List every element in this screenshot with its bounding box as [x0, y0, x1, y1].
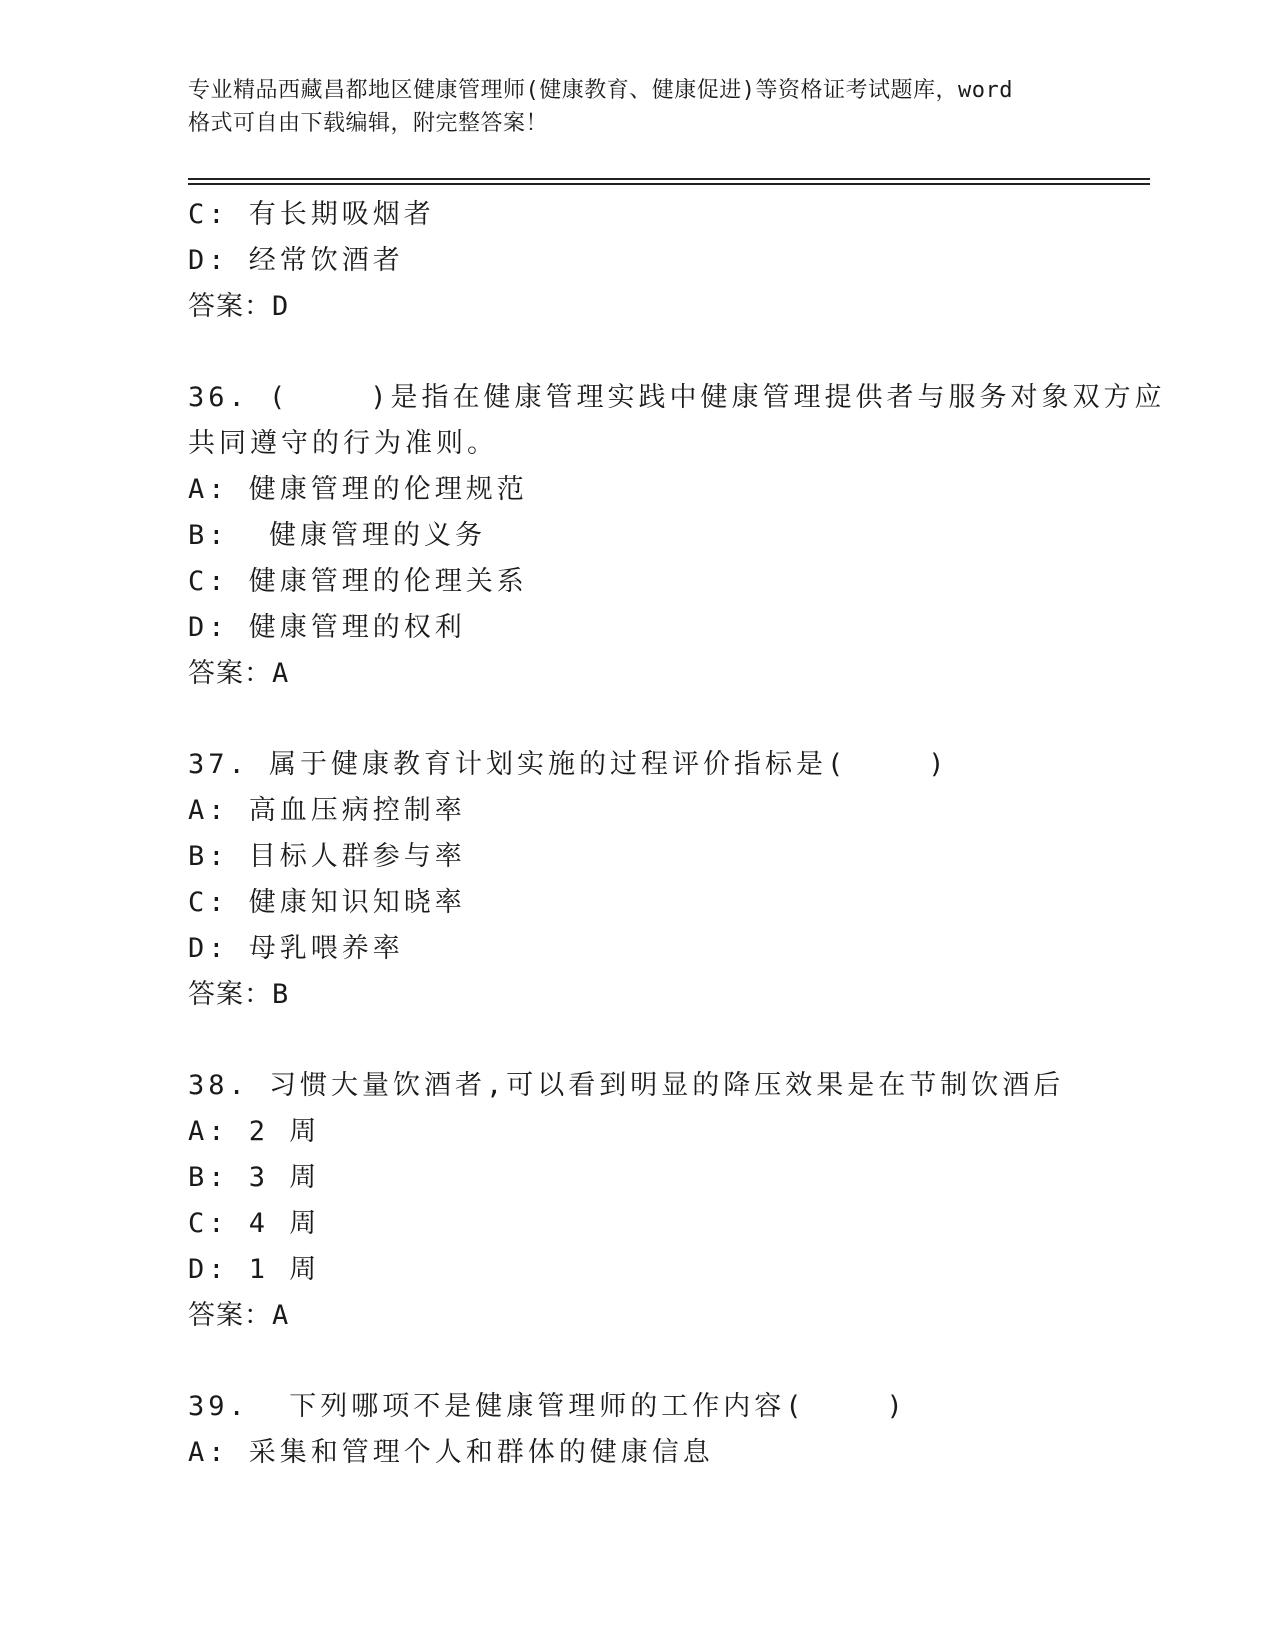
option-d: D: 经常饮酒者	[188, 245, 404, 276]
question-stem: 39. 下列哪项不是健康管理师的工作内容( )	[188, 1391, 907, 1422]
option-b: B: 3 周	[188, 1162, 321, 1193]
option-a: A: 高血压病控制率	[188, 795, 466, 826]
header-line-1: 专业精品西藏昌都地区健康管理师(健康教育、健康促进)等资格证考试题库，word	[188, 78, 1013, 103]
header-divider-bottom	[188, 183, 1150, 185]
option-c: C: 4 周	[188, 1208, 321, 1239]
question-stem: 36. ( )是指在健康管理实践中健康管理提供者与服务对象双方应	[188, 382, 1166, 413]
answer-value: A	[272, 658, 290, 689]
answer-value: A	[272, 1300, 290, 1331]
answer-label: 答案：	[188, 658, 272, 689]
option-c: C: 健康知识知晓率	[188, 887, 466, 918]
answer-label: 答案：	[188, 1300, 272, 1331]
answer-value: D	[272, 291, 290, 322]
answer-line	[188, 1293, 1148, 1339]
option-a: A: 健康管理的伦理规范	[188, 474, 528, 505]
header-divider-top	[188, 178, 1150, 180]
option-d: D: 1 周	[188, 1254, 321, 1285]
answer-label: 答案：	[188, 291, 272, 322]
answer-line	[188, 284, 1148, 330]
option-c: C: 健康管理的伦理关系	[188, 566, 528, 597]
question-stem-continued: 共同遵守的行为准则。	[188, 428, 498, 459]
question-36	[188, 375, 1166, 697]
answer-label: 答案：	[188, 979, 272, 1010]
header-line-2: 格式可自由下载编辑，附完整答案！	[188, 111, 549, 136]
option-c: C: 有长期吸烟者	[188, 199, 435, 230]
option-a: A: 采集和管理个人和群体的健康信息	[188, 1437, 714, 1468]
question-stem: 38. 习惯大量饮酒者,可以看到明显的降压效果是在节制饮酒后	[188, 1070, 1065, 1101]
question-37	[188, 742, 1148, 1018]
option-b: B: 健康管理的义务	[188, 520, 487, 551]
option-d: D: 母乳喂养率	[188, 933, 404, 964]
document-header	[188, 74, 1088, 140]
answer-line	[188, 651, 1148, 697]
question-content	[188, 192, 1166, 1476]
answer-line	[188, 972, 1148, 1018]
option-a: A: 2 周	[188, 1116, 321, 1147]
question-39	[188, 1384, 1148, 1476]
option-d: D: 健康管理的权利	[188, 612, 466, 643]
question-stem: 37. 属于健康教育计划实施的过程评价指标是( )	[188, 749, 949, 780]
option-b: B: 目标人群参与率	[188, 841, 466, 872]
question-35-continued	[188, 192, 1148, 330]
question-38	[188, 1063, 1148, 1339]
answer-value: B	[272, 979, 290, 1010]
